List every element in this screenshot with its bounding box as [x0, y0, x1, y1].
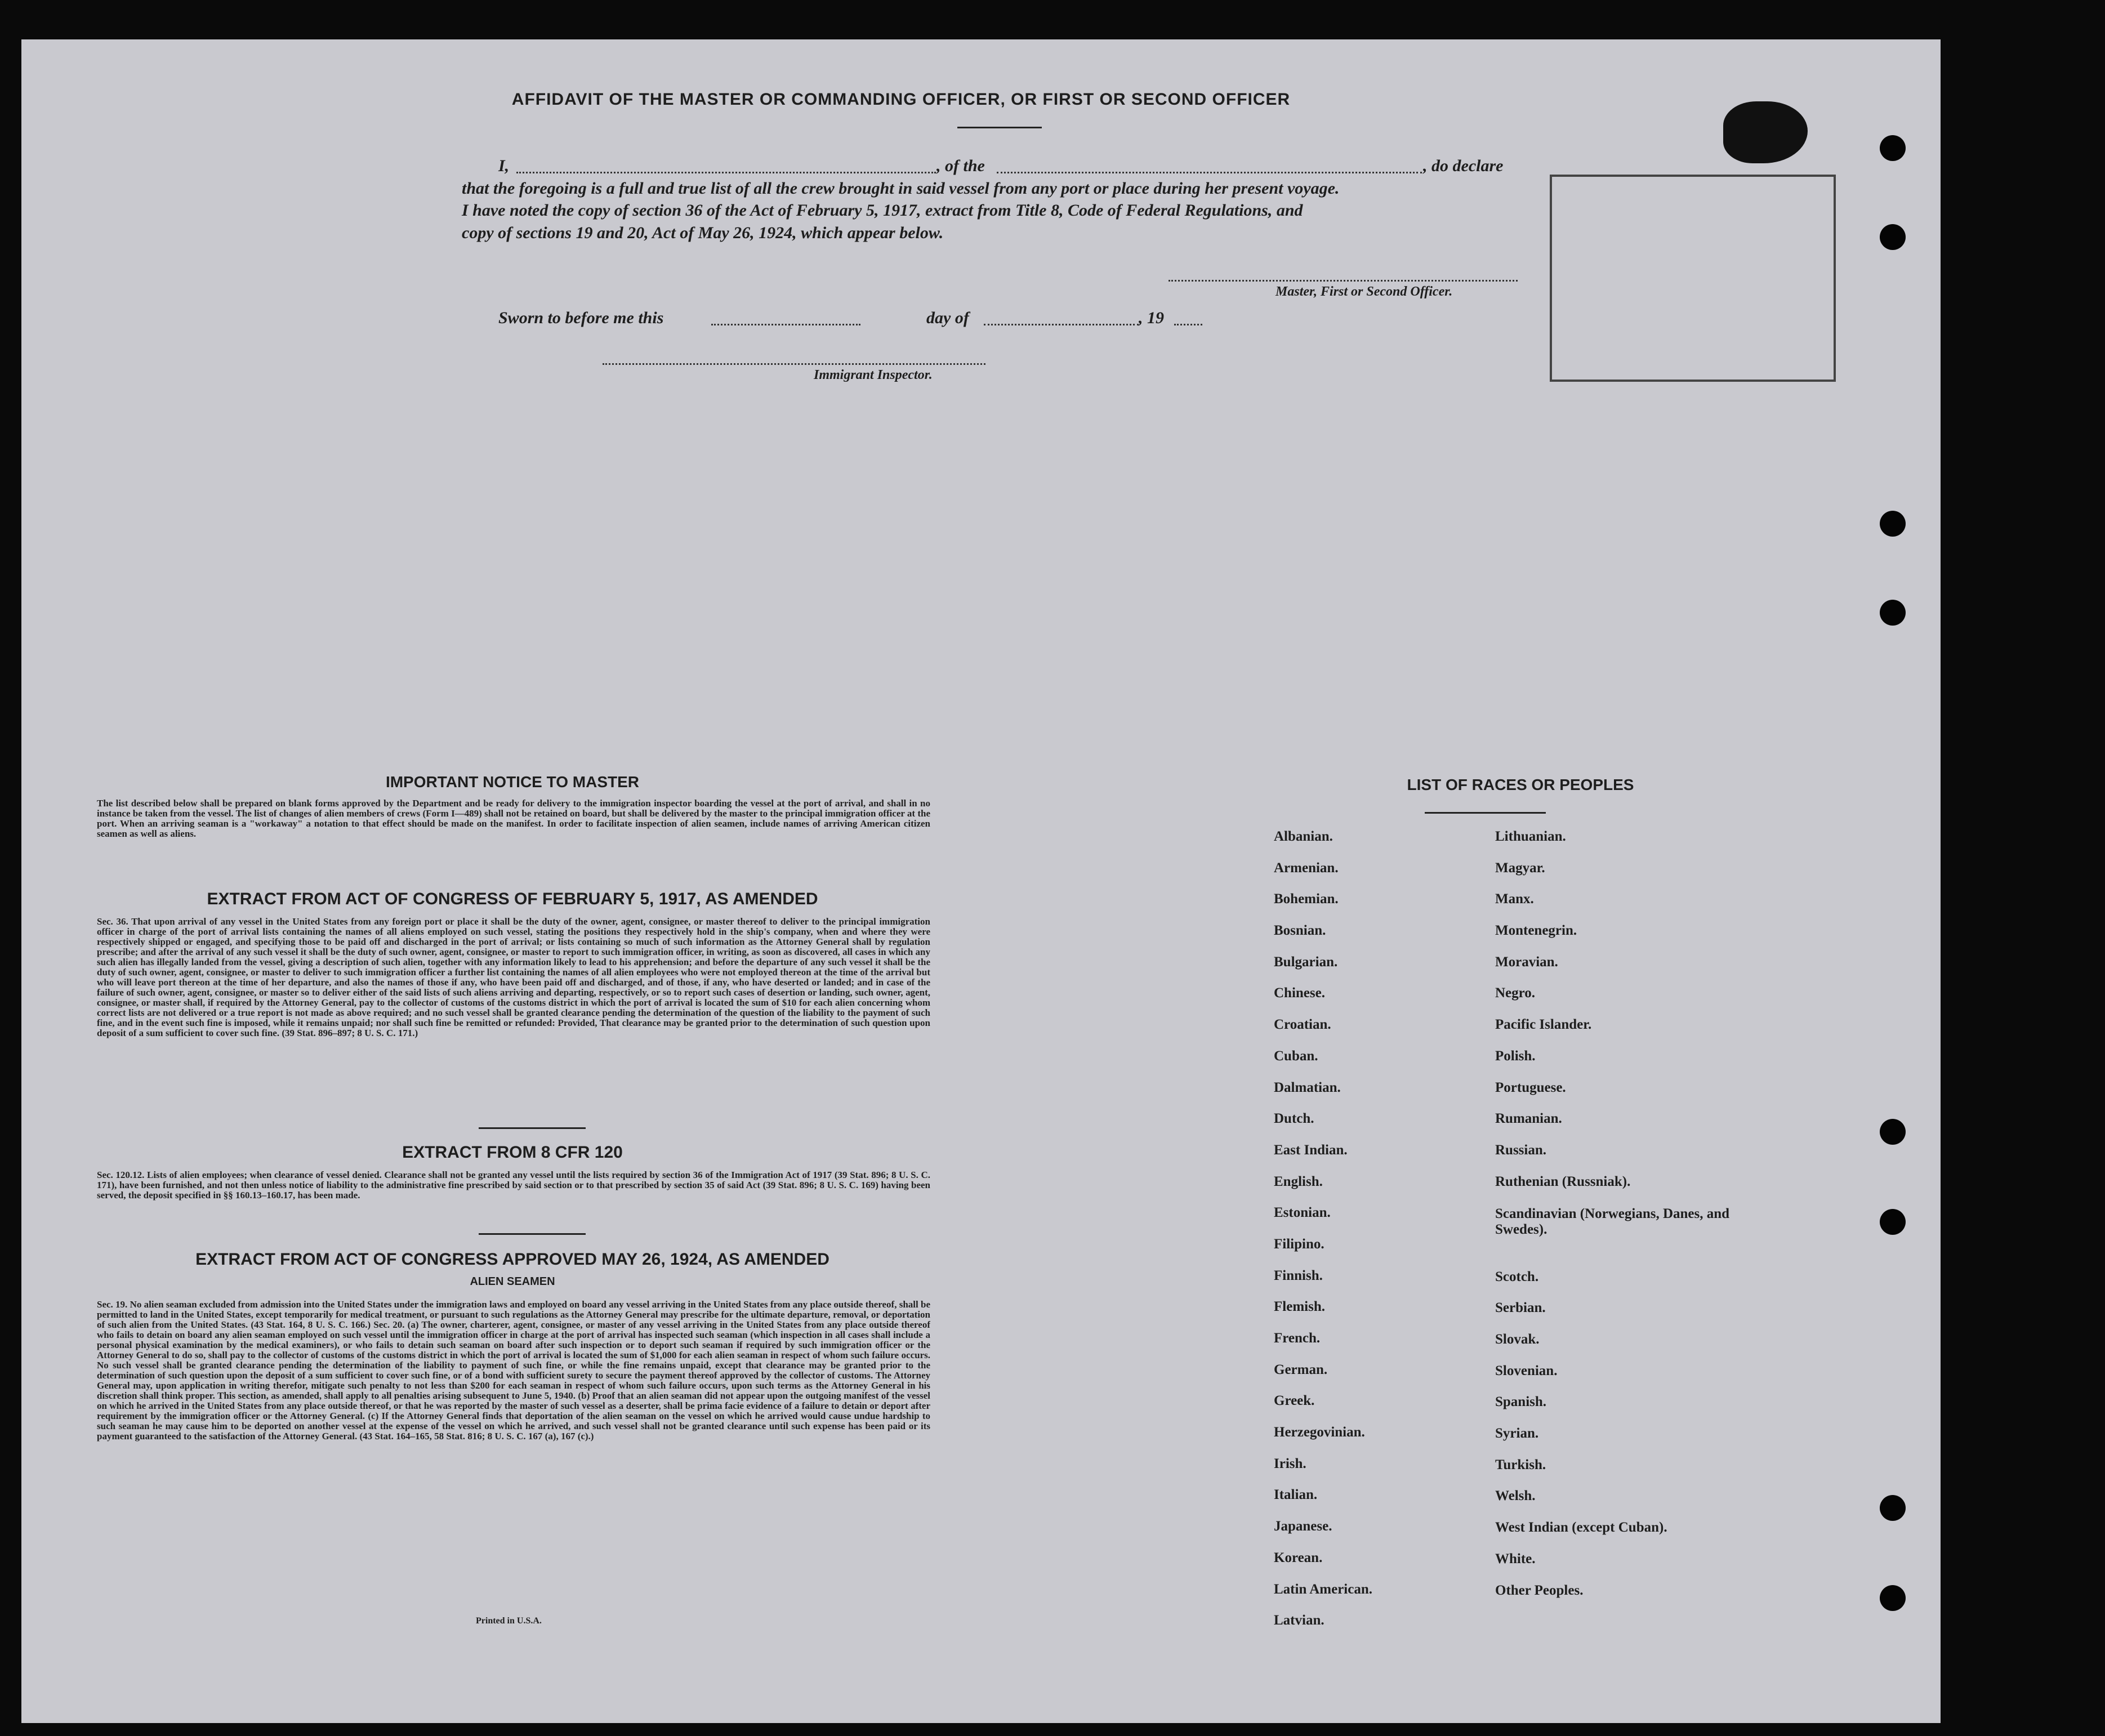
- race-item: Scotch.: [1495, 1269, 1539, 1284]
- extract-cfr-title: EXTRACT FROM 8 CFR 120: [402, 1143, 623, 1162]
- race-item: Manx.: [1495, 891, 1534, 907]
- race-item: Spanish.: [1495, 1394, 1547, 1410]
- punch-hole: [1880, 1495, 1906, 1521]
- affidavit-title: AFFIDAVIT OF THE MASTER OR COMMANDING OFFICER, OR FIRST OR SECOND OFFICER: [511, 90, 1291, 109]
- name-field[interactable]: [516, 172, 936, 173]
- vessel-field[interactable]: [997, 172, 1422, 173]
- inspector-caption: Immigrant Inspector.: [814, 368, 933, 382]
- race-item: Bosnian.: [1274, 923, 1326, 939]
- inspector-signature-field[interactable]: [603, 363, 985, 365]
- punch-hole: [1880, 1119, 1906, 1145]
- race-item: Lithuanian.: [1495, 829, 1566, 844]
- races-title: LIST OF RACES OR PEOPLES: [1407, 776, 1634, 793]
- affidavit-line3: I have noted the copy of section 36 of the Act of February 5, 1917, extract from Title 8, Code of Federal Regulations, and: [462, 201, 1303, 220]
- race-item: Scandinavian (Norwegians, Danes, and Swedes).: [1495, 1206, 1730, 1238]
- race-item: Flemish.: [1274, 1299, 1325, 1315]
- extract1917-title: EXTRACT FROM ACT OF CONGRESS OF FEBRUARY 5, 1917, AS AMENDED: [207, 890, 818, 908]
- day-of-text: day of: [926, 309, 969, 327]
- race-item: Welsh.: [1495, 1488, 1536, 1504]
- race-item: Albanian.: [1274, 829, 1333, 844]
- race-item: Montenegrin.: [1495, 923, 1577, 939]
- affidavit-line1: [498, 157, 1523, 179]
- affidavit-line2: that the foregoing is a full and true list of all the crew brought in said vessel from any port or place during her present voyage.: [462, 179, 1340, 198]
- race-item: Slovenian.: [1495, 1363, 1558, 1378]
- punch-hole: [1880, 135, 1906, 161]
- affidavit-declare: , do declare: [1423, 157, 1504, 175]
- notice-body: The list described below shall be prepared on blank forms approved by the Department and be ready for delivery to the immigration inspector boarding the vessel at the port of arrival, and shall in no instance be taken from the vessel. The list of changes of alien members of crews (Form I—489) shall not be retained on board, but shall be delivered by the master to the principal immigration officer at the port. When an arriving seaman is a "workaway" a notation to that effect should be made on the manifest. In order to facilitate inspection of alien seamen, include names of arriving American citizen seamen as well as aliens.: [97, 798, 930, 839]
- affidavit-line4: copy of sections 19 and 20, Act of May 26, 1924, which appear below.: [462, 224, 944, 242]
- signature-field[interactable]: [1169, 280, 1518, 282]
- race-item: Italian.: [1274, 1487, 1318, 1503]
- extract-cfr-body: Sec. 120.12. Lists of alien employees; when clearance of vessel denied. Clearance shall not be granted any vessel until the lists required by section 36 of the Immigration Act of 1917 (39 Stat. 896; 8 U. S. C. 171), have been furnished, and not then unless notice of liability to the administrative fine prescribed by said section or to that prescribed by section 35 of said Act (39 Stat. 896; 8 U. S. C. 169) having been served, the deposit specified in §§ 160.13–160.17, has been made.: [97, 1170, 930, 1201]
- race-item: Filipino.: [1274, 1236, 1324, 1252]
- extract1924-title: EXTRACT FROM ACT OF CONGRESS APPROVED MAY 26, 1924, AS AMENDED: [195, 1250, 829, 1269]
- stamp-box: [1550, 175, 1836, 382]
- punch-hole: [1880, 511, 1906, 537]
- race-item: Pacific Islander.: [1495, 1017, 1592, 1033]
- race-item: Portuguese.: [1495, 1079, 1566, 1095]
- affidavit-of-the: , of the: [936, 157, 985, 175]
- race-item: Russian.: [1495, 1142, 1547, 1158]
- race-item: Cuban.: [1274, 1048, 1318, 1064]
- race-item: West Indian (except Cuban).: [1495, 1520, 1667, 1536]
- race-item: Latin American.: [1274, 1581, 1372, 1597]
- punch-hole: [1880, 1209, 1906, 1235]
- race-item: Finnish.: [1274, 1268, 1323, 1283]
- punch-hole: [1880, 600, 1906, 626]
- race-item: Latvian.: [1274, 1613, 1324, 1628]
- punch-hole: [1880, 1585, 1906, 1611]
- race-item: East Indian.: [1274, 1142, 1348, 1158]
- race-item: Magyar.: [1495, 860, 1545, 876]
- race-item: Greek.: [1274, 1393, 1315, 1409]
- race-item: Bulgarian.: [1274, 954, 1338, 970]
- race-item: Polish.: [1495, 1048, 1536, 1064]
- race-item: Dalmatian.: [1274, 1079, 1341, 1095]
- race-item: Serbian.: [1495, 1300, 1546, 1316]
- section-divider: [479, 1127, 586, 1129]
- race-item: Rumanian.: [1495, 1111, 1562, 1127]
- races-column-1: [1274, 829, 1488, 1644]
- race-item: Turkish.: [1495, 1457, 1546, 1472]
- extract1917-body: Sec. 36. That upon arrival of any vessel in the United States from any foreign port or place it shall be the duty of the owner, agent, consignee, or master thereof to deliver to the principal immigration officer in charge of the port of arrival lists containing the names of all aliens employed on such vessel, stating the positions they respectively hold in the ship's company, when and where they were respectively shipped or engaged, and specifying those to be paid off and discharged in the port of arrival; or lists containing so much of such information as the Attorney General shall by regulation prescribe; and after the arrival of any such vessel it shall be the duty of such owner, agent, consignee, or master to report to such immigration officer, in writing, as soon as discovered, all cases in which any such alien has illegally landed from the vessel, giving a description of such alien, together with any information likely to lead to his apprehension; and before the departure of any such vessel it shall be the duty of such owner, agent, consignee, or master to deliver to such immigration officer a further list containing the names of all alien employees who were not employed thereon at the time of the arrival but who will leave port thereon at the time of her departure, and also the names of those if any, who have been paid off and discharged, and of those, if any, who have deserted or landed; and in case of the failure of such owner, agent, consignee, or master so to deliver either of the said lists of such aliens arriving and departing, respectively, or so to report such cases of desertion or landing, such owner, agent, consignee, or master shall, if required by the Attorney General, pay to the collector of customs of the customs district in which the port of arrival is located the sum of $10 for each alien concerning whom correct lists are not delivered or a true report is not made as above required; and no such vessel shall be granted clearance pending the determination of the question of the liability to the payment of such fine, and in the event such fine is imposed, while it remains unpaid; nor shall such fine be remitted or refunded: Provided, That clearance may be granted prior to the determination of such question upon deposit of a sum sufficient to cover such fine. (39 Stat. 896–897; 8 U. S. C. 171.): [97, 917, 930, 1038]
- race-item: Ruthenian (Russniak).: [1495, 1173, 1631, 1189]
- race-item: French.: [1274, 1331, 1321, 1346]
- affidavit-i: I,: [498, 157, 510, 175]
- race-item: English.: [1274, 1173, 1323, 1189]
- sworn-line: [498, 309, 1287, 331]
- race-item: Negro.: [1495, 985, 1536, 1001]
- sworn-text: Sworn to before me this: [498, 309, 664, 327]
- race-item: Croatian.: [1274, 1017, 1331, 1033]
- race-item: Japanese.: [1274, 1519, 1332, 1534]
- race-item: Dutch.: [1274, 1111, 1314, 1127]
- race-item: Herzegovinian.: [1274, 1425, 1365, 1440]
- race-item: Slovak.: [1495, 1332, 1540, 1347]
- month-field[interactable]: [984, 324, 1139, 325]
- printed-in-usa: Printed in U.S.A.: [476, 1616, 542, 1626]
- race-item: Bohemian.: [1274, 891, 1339, 907]
- extract1924-subtitle: ALIEN SEAMEN: [470, 1275, 555, 1288]
- punch-hole: [1880, 224, 1906, 250]
- day-field[interactable]: [711, 324, 860, 325]
- year-field[interactable]: [1174, 324, 1202, 325]
- race-item: Syrian.: [1495, 1426, 1539, 1442]
- race-item: Moravian.: [1495, 954, 1558, 970]
- race-item: Estonian.: [1274, 1205, 1331, 1221]
- year-prefix: , 19: [1139, 309, 1164, 327]
- title-divider: [957, 127, 1042, 128]
- race-item: Korean.: [1274, 1550, 1323, 1565]
- races-column-2: [1495, 829, 1732, 1614]
- race-item: Other Peoples.: [1495, 1582, 1584, 1598]
- race-item: White.: [1495, 1551, 1536, 1567]
- race-item: German.: [1274, 1362, 1328, 1377]
- notice-title: IMPORTANT NOTICE TO MASTER: [385, 773, 640, 791]
- race-item: Irish.: [1274, 1456, 1306, 1471]
- races-divider: [1425, 812, 1546, 814]
- section-divider: [479, 1233, 586, 1235]
- signature-caption: Master, First or Second Officer.: [1276, 284, 1453, 299]
- race-item: Armenian.: [1274, 860, 1339, 876]
- extract1924-body: Sec. 19. No alien seaman excluded from admission into the United States under the immigration laws and employed on board any vessel arriving in the United States from any place outside thereof, shall be permitted to land in the United States, except temporarily for medical treatment, or pursuant to such regulations as the Attorney General may prescribe for the ultimate departure, removal, or deportation of such alien from the United States. (43 Stat. 164, 8 U. S. C. 166.) Sec. 20. (a) The owner, charterer, agent, consignee, or master of any vessel arriving in the United States from any place outside thereof who fails to detain on board any alien seaman employed on such vessel until the immigration officer in charge at the port of arrival has inspected such seaman (which inspection in all cases shall include a personal physical examination by the medical examiners), or who fails to detain such seaman on board after such inspection or to deport such seaman if required by such immigration officer or the Attorney General to do so, shall pay to the collector of customs of the customs district in which the port of arrival is located the sum of $1,000 for each alien seaman in respect of whom such failure occurs. No such vessel shall be granted clearance pending the determination of the liability to payment of such fine, or while the fine remains unpaid, except that clearance may be granted prior to the determination of such question upon the deposit of a sum sufficient to cover such fine, or of a bond with sufficient surety to secure the payment thereof approved by the collector of customs. The Attorney General may, upon application in writing therefor, mitigate such penalty to not less than $200 for each seaman in respect of whom such failure occurs, upon such terms as the Attorney General in his discretion shall think proper. This section, as amended, shall apply to all penalties arising subsequent to June 5, 1940. (b) Proof that an alien seaman did not appear upon the outgoing manifest of the vessel on which he arrived in the United States from any place outside thereof, or that he was reported by the master of such vessel as a deserter, shall be prima facie evidence of a failure to detain or deport after requirement by the immigration officer or the Attorney General. (c) If the Attorney General finds that deportation of the alien seaman on the vessel on which he arrived would cause undue hardship to such seaman he may cause him to be deported on another vessel at the expense of the vessel on which he arrived, and such vessel shall not be granted clearance until such expense has been paid or its payment guaranteed to the satisfaction of the Attorney General. (43 Stat. 164–165, 58 Stat. 816; 8 U. S. C. 167 (a), 167 (c).): [97, 1300, 930, 1442]
- race-item: Chinese.: [1274, 985, 1325, 1001]
